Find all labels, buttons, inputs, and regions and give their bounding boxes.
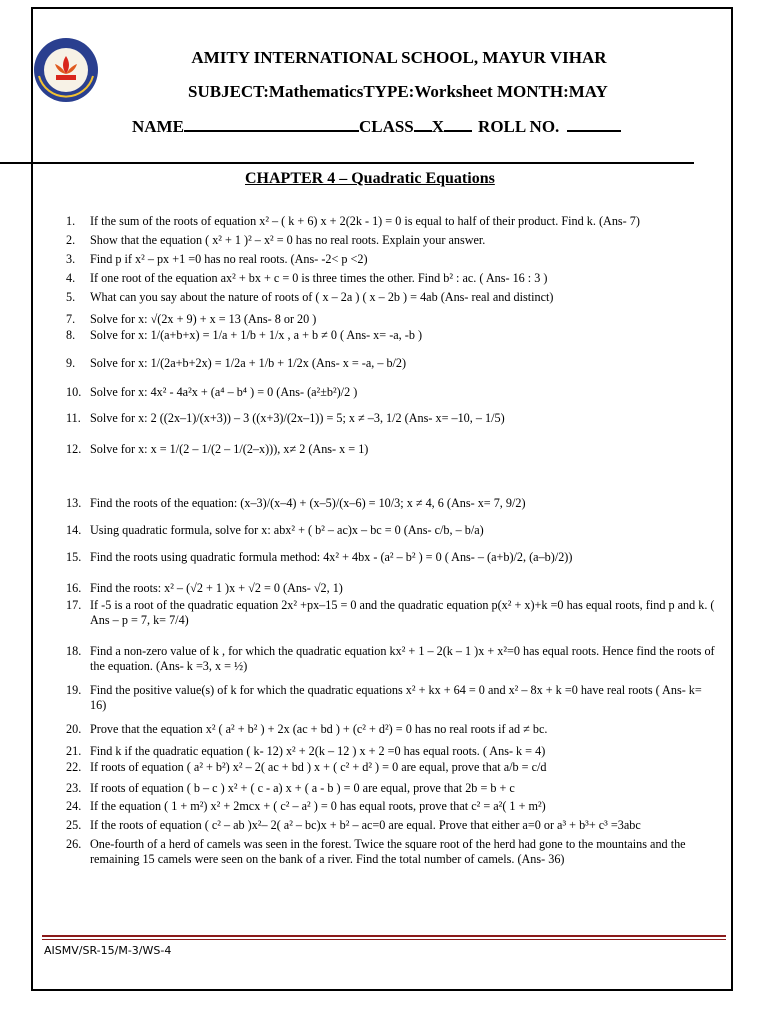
name-label: NAME (132, 117, 184, 136)
roll-label: ROLL NO. (478, 117, 560, 136)
footer-divider (42, 935, 726, 937)
class-blank-left (414, 116, 432, 132)
roll-blank[interactable] (567, 116, 621, 132)
class-blank-right[interactable] (444, 116, 472, 132)
school-name: AMITY INTERNATIONAL SCHOOL, MAYUR VIHAR (191, 48, 607, 67)
chapter-title: CHAPTER 4 – Quadratic Equations (245, 170, 495, 187)
class-label: CLASS (358, 117, 414, 136)
subject-line: SUBJECT:MathematicsTYPE:Worksheet MONTH:MAY (188, 82, 608, 101)
header-divider (0, 162, 694, 164)
name-blank[interactable] (184, 116, 359, 132)
footer-code: AISMV/SR-15/M-3/WS-4 (44, 944, 172, 957)
student-info-line (132, 116, 621, 137)
footer-divider-thin (42, 939, 726, 940)
school-logo (33, 36, 99, 104)
class-value: X (431, 117, 445, 136)
